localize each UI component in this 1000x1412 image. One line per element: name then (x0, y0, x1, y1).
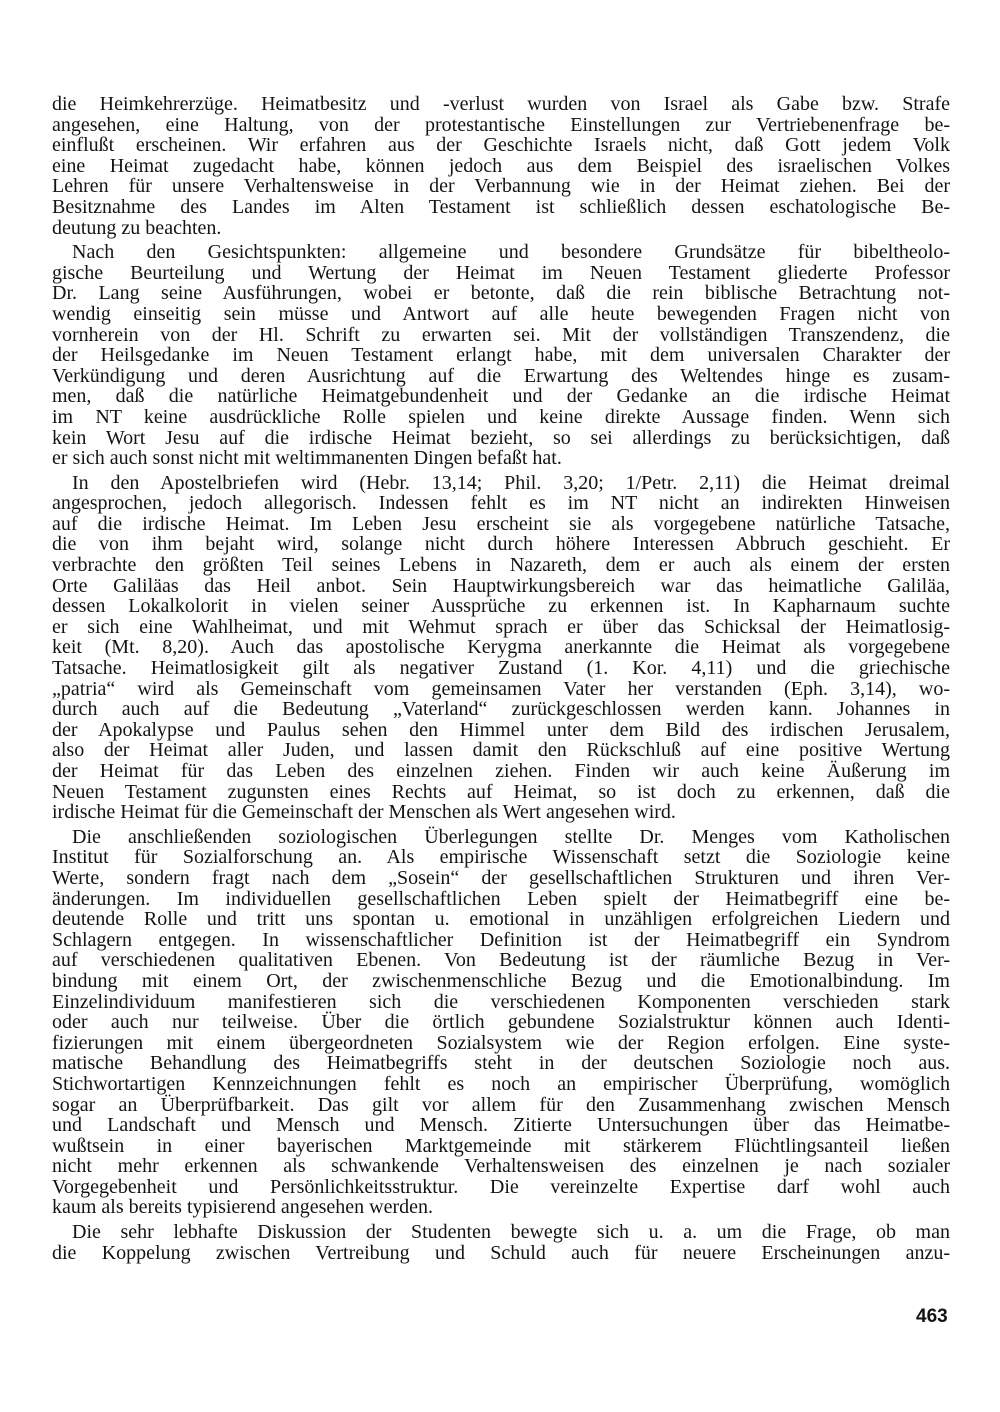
text-line: der Heimat für das Leben des einzelnen ziehen. Finden wir auch keine Äußerung im (52, 760, 950, 782)
text-line: Die anschließenden soziologischen Überlegungen stellte Dr. Menges vom Katholischen (72, 825, 950, 848)
text-line: Besitznahme des Landes im Alten Testament ist schließlich dessen eschatologische Be- (52, 195, 950, 218)
paragraph (52, 827, 950, 1218)
text-line: die Heimkehrerzüge. Heimatbesitz und -verlust wurden von Israel als Gabe bzw. Strafe (52, 93, 950, 115)
text-line: „patria“ wird als Gemeinschaft vom gemeinsamen Vater her verstanden (Eph. 3,14), wo- (52, 677, 950, 700)
text-line: sogar an Überprüfbarkeit. Das gilt vor allem für den Zusammenhang zwischen Mensch (52, 1093, 950, 1116)
text-line: verbrachte den größten Teil seines Lebens in Nazareth, dem er auch als einem der ersten (52, 554, 950, 577)
text-line: im NT keine ausdrückliche Rolle spielen und keine direkte Aussage finden. Wenn sich (52, 405, 950, 428)
text-line: nicht mehr erkennen als schwankende Verhaltensweisen des einzelnen je nach sozialer (52, 1155, 950, 1178)
text-line: wendig einseitig sein müsse und Antwort auf alle heute bewegenden Fragen nicht von (52, 302, 950, 325)
paragraph (52, 94, 950, 238)
text-line: Lehren für unsere Verhaltensweise in der Verbannung wie in der Heimat ziehen. Bei der (52, 175, 950, 198)
text-line: Schlagern entgegen. In wissenschaftlicher Definition ist der Heimatbegriff ein Syndrom (52, 928, 950, 951)
text-line: dessen Lokalkolorit in vielen seiner Aussprüche zu erkennen ist. In Kapharnaum suchte (52, 595, 950, 618)
text-line: Nach den Gesichtspunkten: allgemeine und besondere Grundsätze für bibeltheolo- (72, 241, 950, 264)
text-line: Verkündigung und deren Ausrichtung auf die Erwartung des Weltendes hinge es zusam- (52, 364, 950, 387)
text-line: keit (Mt. 8,20). Auch das apostolische Kerygma anerkannte die Heimat als vorgegebene (52, 636, 950, 659)
text-line: Stichwortartigen Kennzeichnungen fehlt es noch an empirischer Überprüfung, womöglich (52, 1072, 950, 1095)
text-line: kaum als bereits typisierend angesehen werden. (52, 1196, 433, 1219)
text-line: Neuen Testament zugunsten eines Rechts auf Heimat, so ist doch zu erkennen, daß die (52, 780, 950, 803)
text-line: die von ihm bejaht wird, solange nicht durch höhere Interessen Abbruch geschieht. Er (52, 533, 950, 556)
text-line: Vorgegebenheit und Persönlichkeitsstruktur. Die vereinzelte Expertise darf wohl auch (52, 1175, 950, 1198)
document-body (52, 94, 950, 1267)
page-number: 463 (916, 1306, 948, 1327)
text-line: fizierungen mit einem übergeordneten Sozialsystem wie der Region erfolgen. Eine syste- (52, 1031, 950, 1054)
text-line: Orte Galiläas das Heil anbot. Sein Hauptwirkungsbereich war das heimatliche Galiläa, (52, 574, 950, 597)
text-line: matische Behandlung des Heimatbegriffs steht in der deutschen Soziologie noch aus. (52, 1052, 950, 1075)
text-line: deutung zu beachten. (52, 216, 222, 239)
text-line: vornherein von der Hl. Schrift zu erwarten sei. Mit der vollständigen Transzendenz, die (52, 323, 950, 346)
text-line: einflußt erscheinen. Wir erfahren aus der Geschichte Israels nicht, daß Gott jedem Volk (52, 134, 950, 157)
text-line: er sich auch sonst nicht mit weltimmanenten Dingen befaßt hat. (52, 447, 562, 470)
text-line: änderungen. Im individuellen gesellschaftlichen Leben spielt der Heimatbegriff eine be- (52, 887, 950, 910)
text-line: Werte, sondern fragt nach dem „Sosein“ der gesellschaftlichen Strukturen und ihren Ver- (52, 866, 950, 889)
text-line: irdische Heimat für die Gemeinschaft der Menschen als Wert angesehen wird. (52, 801, 676, 824)
paragraph (52, 242, 950, 469)
paragraph (52, 473, 950, 823)
text-line: er sich eine Wahlheimat, und mit Wehmut sprach er über das Schicksal der Heimatlosig- (52, 615, 950, 638)
text-line: der Heilsgedanke im Neuen Testament erlangt habe, mit dem universalen Charakter der (52, 344, 950, 367)
text-line: also der Heimat aller Juden, und lassen damit den Rückschluß auf eine positive Wertung (52, 739, 950, 762)
text-line: bindung mit einem Ort, der zwischenmenschliche Bezug und die Emotionalbindung. Im (52, 969, 950, 992)
text-line: auf verschiedenen qualitativen Ebenen. Von Bedeutung ist der räumliche Bezug in Ver- (52, 949, 950, 972)
text-line: der Apokalypse und Paulus sehen den Himmel unter dem Bild des irdischen Jerusalem, (52, 718, 950, 741)
text-line: durch auch auf die Bedeutung „Vaterland“ zurückgeschlossen werden kann. Johannes in (52, 698, 950, 721)
text-line: men, daß die natürliche Heimatgebundenheit und der Gedanke an die irdische Heimat (52, 385, 950, 408)
text-line: auf die irdische Heimat. Im Leben Jesu erscheint sie als vorgegebene natürliche Tatsache, (52, 512, 950, 535)
text-line: die Koppelung zwischen Vertreibung und Schuld auch für neuere Erscheinungen anzu- (52, 1241, 950, 1264)
text-line: und Landschaft und Mensch und Mensch. Zitierte Untersuchungen über das Heimatbe- (52, 1114, 950, 1137)
paragraph (52, 1222, 950, 1263)
text-line: Dr. Lang seine Ausführungen, wobei er betonte, daß die rein biblische Betrachtung not- (52, 282, 950, 305)
text-line: oder auch nur teilweise. Über die örtlich gebundene Sozialstruktur können auch Identi- (52, 1011, 950, 1034)
text-line: wußtsein in einer bayerischen Marktgemeinde mit stärkerem Flüchtlingsanteil ließen (52, 1134, 950, 1157)
text-line: gische Beurteilung und Wertung der Heimat im Neuen Testament gliederte Professor (52, 261, 950, 284)
text-line: Die sehr lebhafte Diskussion der Studenten bewegte sich u. a. um die Frage, ob man (72, 1221, 950, 1244)
text-line: kein Wort Jesu auf die irdische Heimat bezieht, so sei allerdings zu berücksichtigen, daß (52, 426, 950, 449)
text-line: In den Apostelbriefen wird (Hebr. 13,14; Phil. 3,20; 1/Petr. 2,11) die Heimat dreimal (72, 471, 950, 494)
text-line: eine Heimat zugedacht habe, können jedoch aus dem Beispiel des israelischen Volkes (52, 154, 950, 177)
text-line: angesehen, eine Haltung, von der protestantische Einstellungen zur Vertriebenenfrage be- (52, 113, 950, 136)
text-line: Institut für Sozialforschung an. Als empirische Wissenschaft setzt die Soziologie keine (52, 846, 950, 869)
text-line: Tatsache. Heimatlosigkeit gilt als negativer Zustand (1. Kor. 4,11) und die griechische (52, 657, 950, 680)
text-line: angesprochen, jedoch allegorisch. Indessen fehlt es im NT nicht an indirekten Hinweisen (52, 492, 950, 515)
text-line: Einzelindividuum manifestieren sich die verschiedenen Komponenten verschieden stark (52, 990, 950, 1013)
text-line: deutende Rolle und tritt uns spontan u. emotional in unzähligen erfolgreichen Liedern und (52, 908, 950, 931)
